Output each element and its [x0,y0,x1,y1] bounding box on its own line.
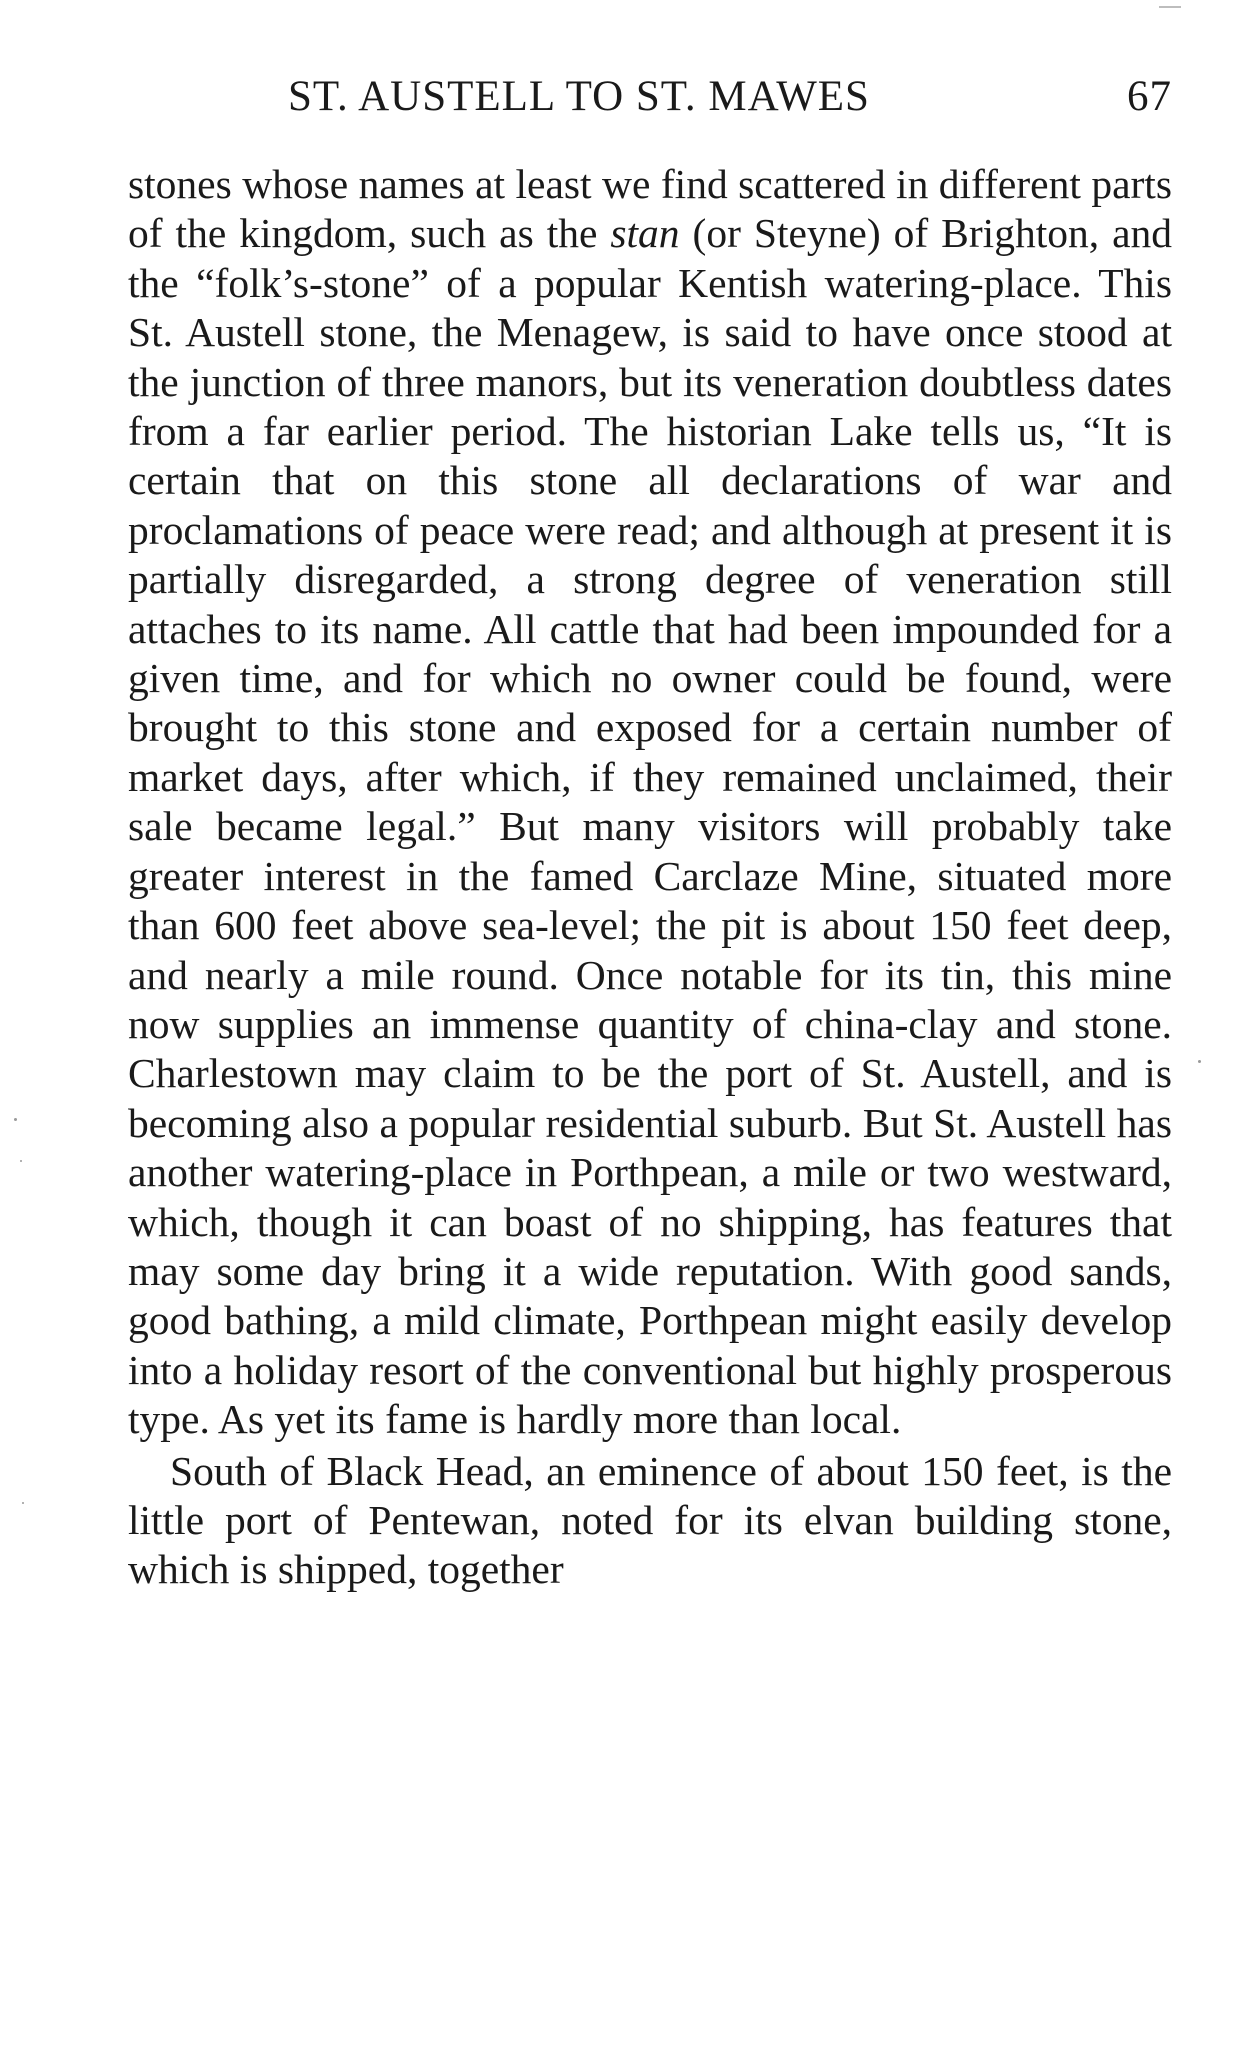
page-header [128,72,1172,132]
scan-speck [14,1118,17,1121]
running-title: ST. AUSTELL TO ST. MAWES [288,73,870,120]
body-text [128,160,1172,1595]
scan-speck [1198,1060,1201,1063]
italic-term: stan [610,210,680,257]
scan-speck [20,1160,22,1162]
scan-mark [1159,6,1181,8]
paragraph-1-text-start: stones whose names at least we find scattered in different parts of the kingdom, such as the [128,161,1172,257]
paragraph-1 [128,160,1172,1445]
scan-speck [22,1502,24,1504]
paragraph-2: South of Black Head, an eminence of about 150 feet, is the little port of Pentewan, noted for its elvan building stone, which is shipped, together [128,1447,1172,1593]
paragraph-1-text-rest: (or Steyne) of Brighton, and the “folk’s-stone” of a popular Kentish watering-place. This St. Austell stone, the Menagew, is said to have once stood at the junction of three manors, but its veneration doubtless dates from a far earlier period. The historian Lake tells us, “It is certain that on this stone all declarations of war and proclamations of peace were read; and although at present it is partially disregarded, a strong degree of veneration still attaches to its name. All cattle that had been impounded for a given time, and for which no owner could be found, were brought to this stone and exposed for a certain number of market days, after which, if they remained unclaimed, their sale became legal.” But many visitors will probably take greater interest in the famed Carclaze Mine, situated more than 600 feet above sea-level; the pit is about 150 feet deep, and nearly a mile round. Once notable for its tin, this mine now supplies an immense quantity of china-clay and stone. Charlestown may claim to be the port of St. Austell, and is becoming also a popular residential suburb. But St. Austell has another watering-place in Porthpean, a mile or two westward, which, though it can boast of no shipping, has features that may some day bring it a wide reputation. With good sands, good bathing, a mild climate, Porthpean might easily develop into a holiday resort of the conventional but highly prosperous type. As yet its fame is hardly more than local. [128,210,1172,1443]
page-number: 67 [1127,73,1172,120]
